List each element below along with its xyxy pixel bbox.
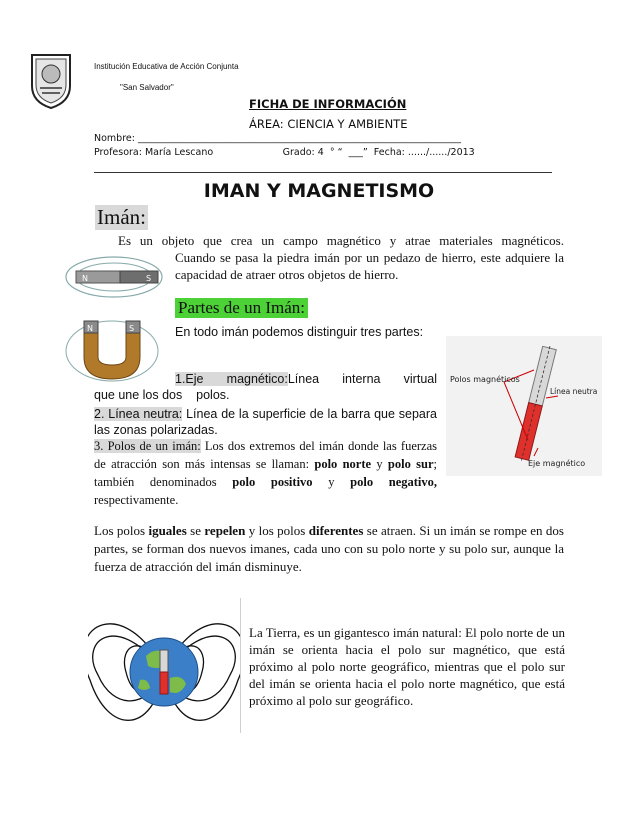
- bar-magnet-diagram: [446, 336, 602, 476]
- parte-polos: [94, 437, 437, 509]
- teacher-grade-date-line: Profesora: María Lescano Grado: 4 ° “ ___” Fecha: ....../....../2013: [94, 147, 475, 158]
- polo-sur: polo sur: [387, 457, 434, 471]
- institution-name: Institución Educativa de Acción Conjunta: [94, 62, 239, 71]
- subject-area: ÁREA: CIENCIA Y AMBIENTE: [249, 117, 408, 131]
- polos-par-t2: se: [186, 523, 205, 538]
- polos-text-2: ; también denominados: [94, 457, 437, 489]
- header-divider: [94, 172, 552, 173]
- partes-intro: En todo imán podemos distinguir tres partes:: [175, 325, 424, 339]
- eje-magnetico-label: Eje magnético: [528, 459, 586, 468]
- polos-text-1: Los dos extremos del imán donde las fuerzas de atracción son más intensas se llaman:: [94, 439, 437, 471]
- school-crest-logo: [30, 52, 72, 110]
- polo-positivo: polo positivo: [232, 475, 313, 489]
- eje-text-a: Línea interna virtual: [287, 372, 437, 386]
- word-repelen: repelen: [204, 523, 246, 538]
- word-diferentes: diferentes: [308, 523, 364, 538]
- polos-text-3: respectivamente.: [94, 493, 179, 507]
- earth-magnetic-field-illustration: [88, 600, 240, 745]
- polos-label: 3. Polos de un imán:: [94, 439, 201, 453]
- section-heading-partes: Partes de un Imán:: [175, 298, 308, 318]
- parte-eje-magnetico: [94, 371, 437, 403]
- neutra-label: 2. Línea neutra:: [94, 407, 183, 421]
- name-field-line: Nombre: ____________________________________________________________________: [94, 133, 461, 144]
- iman-description: Cuando se pasa la piedra imán por un pedazo de hierro, este adquiere la capacidad de atraer otros objetos de hierro.: [175, 250, 564, 282]
- magnets-illustration: [62, 247, 170, 387]
- sheet-title: FICHA DE INFORMACIÓN: [249, 97, 407, 111]
- section-heading-iman: Imán:: [97, 205, 146, 229]
- school-name: "San Salvador": [120, 83, 174, 92]
- tierra-paragraph: La Tierra, es un gigantesco imán natural: El polo norte de un imán se orienta hacia el polo sur magnético, que está próximo al polo norte geográfico, mientras que el polo sur del imán se orienta hacia el polo norte magnético, que está próximo al polo sur geográfico.: [249, 625, 565, 708]
- horseshoe-n-label: N: [87, 324, 93, 333]
- figure-divider: [240, 598, 241, 733]
- polos-paragraph: [94, 522, 564, 576]
- conj-y-1: y: [371, 457, 388, 471]
- polos-par-t3: y los polos: [245, 523, 309, 538]
- magnet-n-label: N: [82, 274, 88, 283]
- parte-linea-neutra: [94, 406, 437, 438]
- linea-neutra-label: Línea neutra: [550, 387, 598, 396]
- eje-text-b: que une los dos polos.: [94, 388, 230, 402]
- magnet-s-label: S: [146, 274, 152, 283]
- horseshoe-s-label: S: [129, 324, 135, 333]
- polo-negativo: polo negativo,: [350, 475, 437, 489]
- page-title: IMAN Y MAGNETISMO: [203, 180, 435, 202]
- word-iguales: iguales: [148, 523, 187, 538]
- polos-magneticos-label: Polos magnéticos: [450, 375, 520, 384]
- conj-y-2: y: [312, 475, 351, 489]
- eje-label: 1.Eje magnético:: [175, 372, 288, 386]
- polo-norte: polo norte: [314, 457, 372, 471]
- neutra-text: Línea de la superficie de la barra que separa las zonas polarizadas.: [94, 407, 437, 437]
- polos-par-t1: Los polos: [94, 523, 149, 538]
- polos-par-t4: se atraen. Si un imán se rompe en dos partes, se forman dos nuevos imanes, cada uno con su polo norte y su polo sur, aunque la fuerza de atracción del imán disminuye.: [94, 523, 564, 574]
- iman-definition: Es un objeto que crea un campo magnético y atrae materiales magnéticos.: [118, 233, 564, 248]
